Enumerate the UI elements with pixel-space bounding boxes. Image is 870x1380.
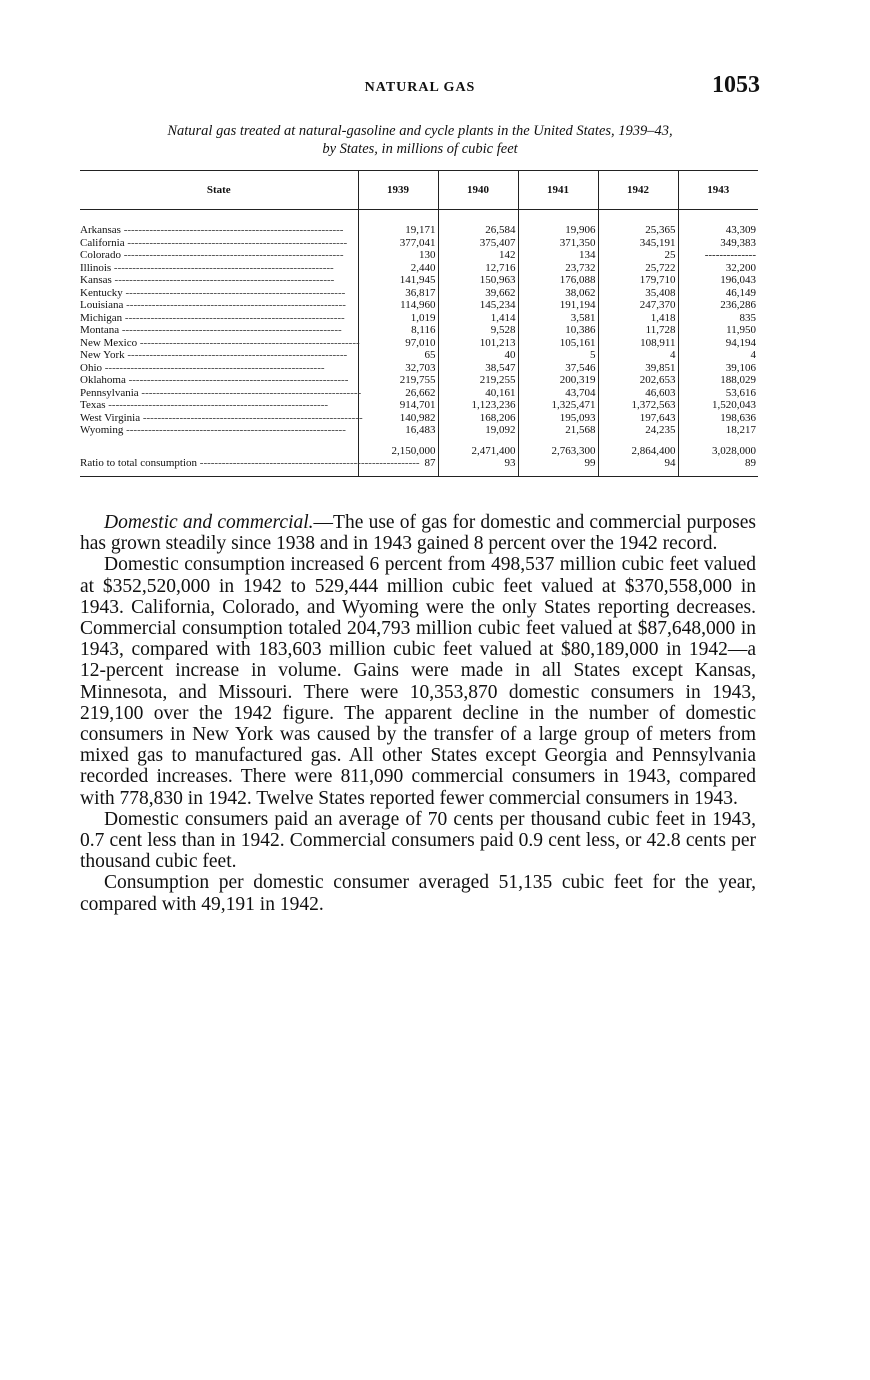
- value-cell: 914,701: [358, 399, 438, 412]
- value-cell: 1,325,471: [518, 399, 598, 412]
- value-cell: 145,234: [438, 299, 518, 312]
- state-name: Wyoming: [80, 424, 124, 436]
- value-cell: 65: [358, 349, 438, 362]
- gas-table: [80, 170, 758, 477]
- page-number: 1053: [712, 72, 760, 98]
- state-name: Pennsylvania: [80, 386, 139, 399]
- page-header: [80, 72, 760, 106]
- value-cell: 1,123,236: [438, 399, 518, 412]
- state-cell: [80, 374, 358, 387]
- year-column-header: 1941: [518, 171, 598, 210]
- value-cell: 176,088: [518, 274, 598, 287]
- leader-dots: ------------------------------------------------------------: [122, 286, 346, 299]
- table-row: [80, 412, 758, 425]
- state-name: Arkansas: [80, 224, 121, 236]
- table-row: [80, 224, 758, 237]
- spacer-row: [80, 437, 758, 445]
- value-cell: 188,029: [720, 374, 756, 386]
- value-cell: 11,728: [598, 324, 678, 337]
- table-row: [80, 374, 758, 387]
- value-cell: [438, 437, 518, 445]
- leader-dots: ------------------------------------------------------------: [119, 324, 342, 336]
- value-cell: 105,161: [518, 337, 598, 350]
- table-row: [80, 387, 758, 400]
- value-cell: 25,722: [598, 262, 678, 275]
- value-cell: 191,194: [518, 299, 598, 312]
- gas-table-container: [80, 170, 758, 477]
- value-cell: 219,755: [358, 374, 438, 387]
- state-cell: [80, 362, 358, 375]
- value-cell: 349,383: [720, 236, 756, 249]
- value-cell: 198,636: [720, 411, 756, 424]
- leader-dots: ------------------------------------------------------------: [111, 274, 335, 286]
- state-cell: [80, 324, 358, 337]
- value-cell: 19,906: [518, 224, 598, 237]
- value-cell: 168,206: [438, 412, 518, 425]
- table-row: [80, 349, 758, 362]
- value-cell: 1,019: [358, 312, 438, 325]
- paragraph: Domestic consumption increased 6 percent from 498,537 million cubic feet valued at $352,520,000 in 1942 to 529,444 million cubic feet valued at $370,558,000 in 1943. California, Colorado, and Wyoming were the only States reporting decreases. Commercial consumption totaled 204,793 million cubic feet valued at $87,648,000 in 1943, compared with 183,603 million cubic feet valued at $80,189,000 in 1942—a 12-percent increase in volume. Gains were made in all States except Kansas, Minnesota, and Missouri. There were 10,353,870 domestic consumers in 1943, 219,100 over the 1942 figure. The apparent decline in the number of domestic consumers in New York was caused by the transfer of a large group of meters from mixed gas to manufactured gas. All other States except Georgia and Pennsylvania recorded increases. There were 811,090 commercial consumers in 1943, compared with 778,830 in 1942. Twelve States reported fewer commercial consumers in 1943.: [80, 554, 756, 809]
- state-name: Colorado: [80, 249, 121, 261]
- value-cell: 39,662: [438, 287, 518, 300]
- state-name: Kansas: [80, 274, 112, 286]
- value-cell: 93: [438, 457, 518, 476]
- value-cell: 10,386: [518, 324, 598, 337]
- value-cell: 375,407: [438, 237, 518, 250]
- state-name: New Mexico: [80, 336, 138, 349]
- value-cell: 32,703: [358, 362, 438, 375]
- value-cell: 150,963: [438, 274, 518, 287]
- value-cell: 345,191: [598, 237, 678, 250]
- leader-dots: ------------------------------------------------------------: [124, 349, 348, 361]
- leader-dots: ------------------------------------------------------------: [125, 374, 349, 386]
- value-cell: [678, 437, 758, 445]
- value-cell: 2,471,400: [438, 445, 518, 458]
- leader-dots: ------------------------------------------------------------: [197, 457, 420, 469]
- value-cell: 101,213: [438, 337, 518, 350]
- value-cell: 37,546: [518, 362, 598, 375]
- leader-dots: ------------------------------------------------------------: [123, 299, 346, 311]
- value-cell: 2,864,400: [598, 445, 678, 458]
- value-cell: 140,982: [358, 412, 438, 425]
- value-cell: 130: [358, 249, 438, 262]
- state-cell: [80, 424, 358, 437]
- value-cell: 35,408: [598, 287, 678, 300]
- value-cell: [518, 437, 598, 445]
- value-cell: 197,643: [598, 412, 678, 425]
- value-cell: 18,217: [725, 424, 756, 436]
- state-cell: [80, 249, 358, 262]
- section-lead: Domestic and commercial.: [104, 512, 314, 533]
- value-cell: 219,255: [438, 374, 518, 387]
- value-cell: 53,616: [725, 386, 756, 399]
- year-column-header: 1943: [678, 171, 758, 210]
- body-text: [80, 512, 756, 915]
- table-row: [80, 287, 758, 300]
- value-cell: 43,704: [518, 387, 598, 400]
- value-cell: 1,414: [438, 312, 518, 325]
- value-cell: 371,350: [518, 237, 598, 250]
- table-body: [80, 210, 758, 477]
- value-cell: 11,950: [726, 324, 756, 336]
- table-row: [80, 424, 758, 437]
- state-name: Michigan: [80, 311, 123, 324]
- value-cell: 99: [518, 457, 598, 476]
- running-title: NATURAL GAS: [364, 80, 476, 95]
- state-cell: [80, 399, 358, 412]
- table-header-row: [80, 171, 758, 210]
- state-name: California: [80, 236, 125, 249]
- paragraph-text: —The use of gas for domestic and commercial purposes has grown steadily since 1938 and in 1943 gained 8 percent over the 1942 record.: [80, 512, 756, 555]
- table-row: [80, 337, 758, 350]
- table-row: [80, 262, 758, 275]
- value-cell: 40,161: [438, 387, 518, 400]
- totals-row: [80, 445, 758, 458]
- table-row: [80, 324, 758, 337]
- state-cell: [80, 349, 358, 362]
- paragraph: [80, 512, 756, 554]
- state-cell: [80, 237, 358, 250]
- leader-dots: ------------------------------------------------------------: [111, 261, 334, 274]
- state-cell: [80, 312, 358, 325]
- caption-line-2: by States, in millions of cubic feet: [322, 141, 518, 157]
- value-cell: 195,093: [518, 412, 598, 425]
- leader-dots: ------------------------------------------------------------: [138, 386, 362, 399]
- state-cell: [80, 386, 362, 400]
- value-cell: 3,581: [518, 312, 598, 325]
- value-cell: 16,483: [358, 424, 438, 437]
- state-name: Illinois: [80, 261, 112, 274]
- state-cell: [80, 337, 358, 350]
- state-name: Ohio: [80, 361, 102, 374]
- table-row: [80, 249, 758, 262]
- value-cell: 19,171: [358, 224, 438, 237]
- value-cell: 87: [358, 457, 438, 476]
- table-caption: [80, 122, 760, 158]
- paragraph: Domestic consumers paid an average of 70 cents per thousand cubic feet in 1943, 0.7 cent less than in 1942. Commercial consumers paid 0.9 cent less, or 42.8 cents per thousand cubic feet.: [80, 808, 756, 873]
- value-cell: 179,710: [598, 274, 678, 287]
- value-cell: 1,520,043: [712, 399, 756, 411]
- value-cell: 200,319: [518, 374, 598, 387]
- state-name: Oklahoma: [80, 374, 126, 386]
- value-cell: 1,418: [598, 312, 678, 325]
- spacer-row: [80, 210, 758, 225]
- leader-dots: ------------------------------------------------------------: [140, 411, 363, 424]
- value-cell: 142: [438, 249, 518, 262]
- leader-dots: ------------------------------------------------------------: [122, 311, 345, 324]
- value-cell: 9,528: [438, 324, 518, 337]
- table-row: [80, 312, 758, 325]
- ratio-row: [80, 457, 758, 476]
- value-cell: 39,851: [598, 362, 678, 375]
- state-name: Kentucky: [80, 286, 123, 299]
- value-cell: 40: [438, 349, 518, 362]
- state-name: Texas: [80, 399, 106, 411]
- value-cell: 26,662: [358, 387, 438, 400]
- leader-dots: ------------------------------------------------------------: [120, 249, 344, 261]
- table-row: [80, 237, 758, 250]
- value-cell: 89: [678, 457, 758, 476]
- year-column-header: 1939: [358, 171, 438, 210]
- value-cell: 36,817: [358, 287, 438, 300]
- caption-line-1: Natural gas treated at natural-gasoline and cycle plants in the United States, 1939–43,: [167, 123, 673, 139]
- value-cell: 19,092: [438, 424, 518, 437]
- state-cell: [80, 287, 358, 300]
- state-cell: [80, 437, 358, 445]
- value-cell: 24,235: [598, 424, 678, 437]
- state-cell: [80, 274, 358, 287]
- state-name: Ratio to total consumption: [80, 457, 198, 469]
- state-name: New York: [80, 349, 125, 361]
- value-cell: 196,043: [720, 274, 756, 286]
- value-cell: 23,732: [518, 262, 598, 275]
- leader-dots: ------------------------------------------------------------: [102, 361, 325, 374]
- state-cell: [80, 411, 363, 425]
- state-cell: [80, 262, 358, 275]
- value-cell: 8,116: [358, 324, 438, 337]
- leader-dots: ------------------------------------------------------------: [105, 399, 329, 411]
- value-cell: 25: [598, 249, 678, 262]
- value-cell: 114,960: [358, 299, 438, 312]
- value-cell: 46,149: [725, 286, 756, 299]
- value-cell: 4: [598, 349, 678, 362]
- value-cell: 32,200: [725, 261, 756, 274]
- value-cell: --------------: [704, 249, 756, 261]
- value-cell: 134: [518, 249, 598, 262]
- value-cell: 38,547: [438, 362, 518, 375]
- value-cell: 38,062: [518, 287, 598, 300]
- value-cell: 5: [518, 349, 598, 362]
- value-cell: 43,309: [725, 224, 756, 236]
- state-cell: [80, 224, 358, 237]
- value-cell: 2,440: [358, 262, 438, 275]
- value-cell: 39,106: [725, 361, 756, 374]
- value-cell: 236,286: [720, 299, 756, 311]
- state-name: Louisiana: [80, 299, 124, 311]
- value-cell: 26,584: [438, 224, 518, 237]
- table-row: [80, 362, 758, 375]
- value-cell: 141,945: [358, 274, 438, 287]
- value-cell: 2,763,300: [518, 445, 598, 458]
- paragraph: Consumption per domestic consumer averaged 51,135 cubic feet for the year, compared with 49,191 in 1942.: [80, 872, 756, 915]
- state-cell: [80, 299, 358, 312]
- table-row: [80, 299, 758, 312]
- value-cell: 4: [750, 349, 756, 361]
- value-cell: 835: [739, 311, 756, 324]
- value-cell: 21,568: [518, 424, 598, 437]
- year-column-header: 1940: [438, 171, 518, 210]
- leader-dots: ------------------------------------------------------------: [120, 224, 344, 236]
- value-cell: 1,372,563: [598, 399, 678, 412]
- value-cell: 46,603: [598, 387, 678, 400]
- leader-dots: ------------------------------------------------------------: [137, 336, 360, 349]
- value-cell: 94,194: [725, 336, 756, 349]
- value-cell: 247,370: [598, 299, 678, 312]
- table-row: [80, 399, 758, 412]
- value-cell: [358, 437, 438, 445]
- state-column-header: State: [80, 171, 358, 210]
- value-cell: 202,653: [598, 374, 678, 387]
- value-cell: 2,150,000: [358, 445, 438, 458]
- value-cell: 108,911: [598, 337, 678, 350]
- state-name: West Virginia: [80, 411, 141, 424]
- value-cell: [598, 437, 678, 445]
- value-cell: 3,028,000: [712, 444, 756, 457]
- value-cell: 97,010: [358, 337, 438, 350]
- state-cell: [80, 445, 358, 458]
- value-cell: 25,365: [598, 224, 678, 237]
- table-row: [80, 274, 758, 287]
- state-name: Montana: [80, 324, 120, 336]
- value-cell: 12,716: [438, 262, 518, 275]
- value-cell: 377,041: [358, 237, 438, 250]
- state-cell: [80, 457, 420, 476]
- leader-dots: ------------------------------------------------------------: [124, 236, 348, 249]
- value-cell: 94: [598, 457, 678, 476]
- leader-dots: ------------------------------------------------------------: [123, 424, 346, 436]
- year-column-header: 1942: [598, 171, 678, 210]
